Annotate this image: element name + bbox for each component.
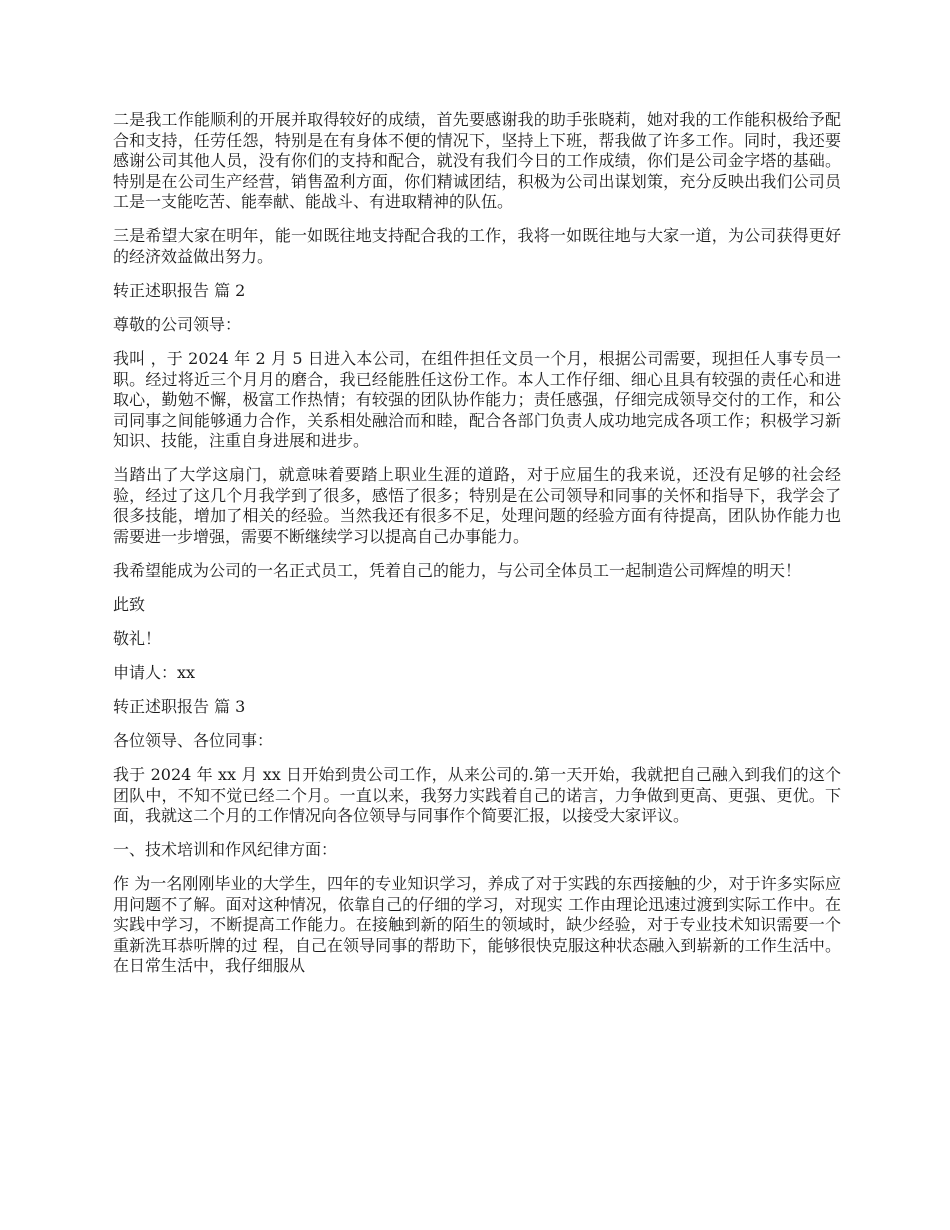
salutation-colleagues: 各位领导、各位同事：	[113, 730, 274, 750]
paragraph-hope-formal-employee: 我希望能成为公司的一名正式员工，凭着自己的能力，与公司全体员工一起制造公司辉煌的明天！	[113, 561, 802, 581]
paragraph-career-experience: 当踏出了大学这扇门，就意味着要踏上职业生涯的道路，对于应届生的我来说，还没有足够的社会经验，经过了这几个月我学到了很多，感悟了很多；特别是在公司领导和同事的关怀和指导下，我学会了很多技能，增加了相关的经验。当然我还有很多不足，处理问题的经验方面有待提高，团队协作能力也需要进一步增强，需要不断继续学习以提高自己办事能力。	[113, 465, 841, 547]
paragraph-joined-company: 我于 2024 年 xx 月 xx 日开始到贵公司工作，从来公司的.第一天开始，我就把自己融入到我们的这个团队中，不知不觉已经二个月。一直以来，我努力实践着自己的诺言，力争做到更高、更强、更优。下面，我就这二个月的工作情况向各位领导与同事作个简要汇报，以接受大家评议。	[113, 764, 841, 826]
section-heading-report-2: 转正述职报告 篇 2	[113, 280, 246, 300]
paragraph-hope-next-year: 三是希望大家在明年，能一如既往地支持配合我的工作，我将一如既往地与大家一道，为公司获得更好的经济效益做出努力。	[113, 226, 841, 266]
document-body	[113, 110, 841, 990]
closing-jingli: 敬礼！	[113, 629, 162, 648]
paragraph-thanks-assistant: 二是我工作能顺利的开展并取得较好的成绩，首先要感谢我的助手张晓莉，她对我的工作能积极给予配合和支持，任劳任怨，特别是在有身体不便的情况下，坚持上下班，帮我做了许多工作。同时，我还要感谢公司其他人员，没有你们的支持和配合，就没有我们今日的工作成绩，你们是公司金字塔的基础。特别是在公司生产经营，销售盈利方面，你们精诚团结，积极为公司出谋划策，充分反映出我们公司员工是一支能吃苦、能奉献、能战斗、有进取精神的队伍。	[113, 110, 841, 212]
closing-cizhi: 此致	[113, 595, 146, 615]
applicant-line: 申请人：xx	[113, 662, 196, 682]
paragraph-graduate-learning: 作 为一名刚刚毕业的大学生，四年的专业知识学习，养成了对于实践的东西接触的少，对于许多实际应用问题不了解。面对这种情况，依靠自己的仔细的学习，对现实 工作由理论迅速过渡到实际工作中。在实践中学习，不断提高工作能力。在接触到新的陌生的领域时，缺少经验，对于专业技术知识需要一个重新洗耳恭听牌的过 程，自己在领导同事的帮助下，能够很快克服这种状态融入到崭新的工作生活中。在日常生活中，我仔细服从	[113, 874, 841, 976]
section-heading-report-3: 转正述职报告 篇 3	[113, 696, 246, 716]
paragraph-self-introduction: 我叫 ，于 2024 年 2 月 5 日进入本公司，在组件担任文员一个月，根据公司需要，现担任人事专员一职。经过将近三个月月的磨合，我已经能胜任这份工作。本人工作仔细、细心且具有较强的责任心和进取心，勤勉不懈，极富工作热情；有较强的团队协作能力；责任感强，仔细完成领导交付的工作，和公司同事之间能够通力合作，关系相处融洽而和睦，配合各部门负责人成功地完成各项工作；积极学习新知识、技能，注重自身进展和进步。	[113, 348, 841, 451]
salutation-leaders: 尊敬的公司领导：	[113, 314, 242, 334]
subheading-training-discipline: 一、技术培训和作风纪律方面：	[113, 840, 338, 860]
